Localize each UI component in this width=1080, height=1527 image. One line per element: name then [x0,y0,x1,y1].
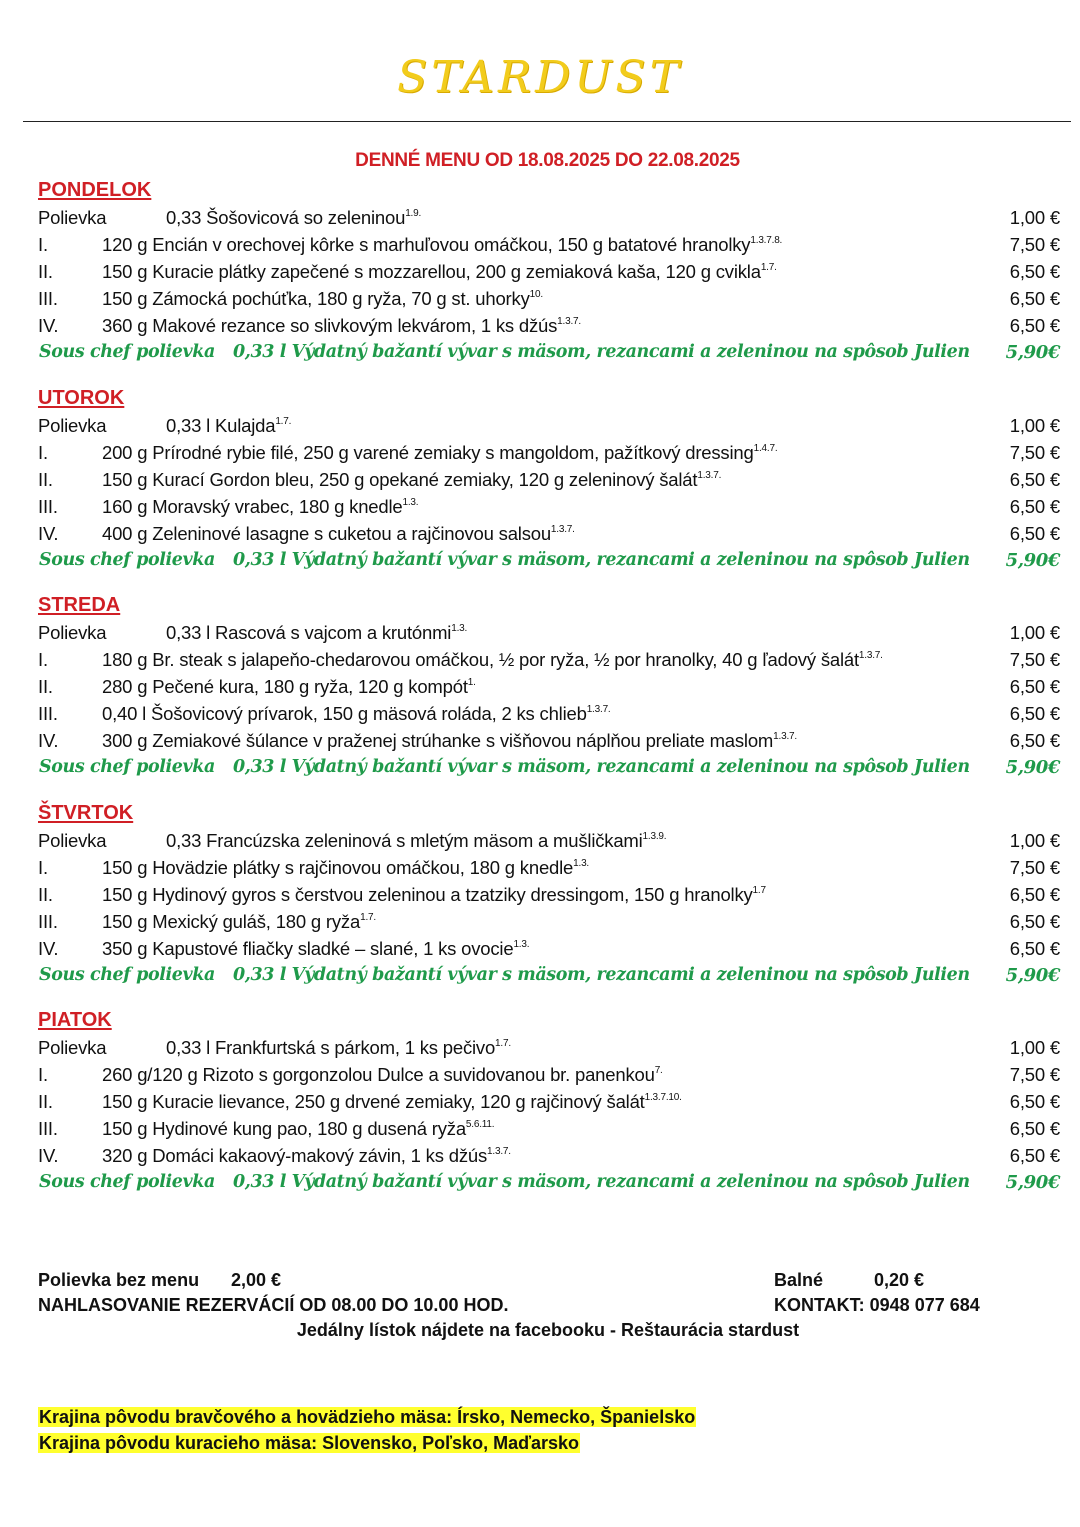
dish-text: 400 g Zeleninové lasagne s cuketou a rajčinovou salsou$^{1.3.7.}$ [102,522,575,544]
dish-text: 350 g Kapustové fliačky sladké – slané, 1 ks ovocie$^{1.3.}$ [102,937,530,959]
allergens: 5.6.11. [465,1119,495,1130]
chef-soup-price: 5,90€ [1005,549,1060,571]
chef-soup-label: Sous chef polievka [39,342,215,362]
soup-price: 1,00 € [1009,414,1060,436]
allergens: 1.3.7.8. [750,235,783,246]
dish-row [38,285,1060,312]
allergens: 1.3.9. [642,830,667,842]
day-name: ŠTVRTOK [38,801,134,824]
soup-label: Polievka [38,207,107,228]
allergens: 1.3.7.10. [644,1092,682,1103]
dish-price: 6,50 € [1009,468,1060,490]
dish-text: 120 g Encián v orechovej kôrke s marhuľovou omáčkou, 150 g batatové hranolky$^{1.3.7.8.}$ [102,234,783,255]
packaging-price: 0,20 € [874,1270,925,1290]
meat-origin [38,1404,696,1456]
allergens: 1.7. [495,1038,511,1049]
dish-row [38,1061,1060,1088]
dish-number: III. [38,495,58,517]
soup-price: 1,00 € [1009,829,1060,851]
dish-price: 6,50 € [1009,703,1060,724]
dish-text: 150 g Hovädzie plátky s rajčinovou omáčkou, 180 g knedle$^{1.3.}$ [102,856,590,878]
dish-price: 6,50 € [1009,730,1060,751]
soup-row [38,827,1060,854]
chef-soup-label: Sous chef polievka [39,757,215,777]
chef-soup-row [38,547,1060,574]
dish-price: 7,50 € [1009,441,1060,463]
origin-chicken: Krajina pôvodu kuracieho mäsa: Slovensko, Poľsko, Maďarsko [39,1433,580,1453]
dish-number: I. [38,856,48,878]
chef-soup-text: 0,33 l Výdatný bažantí vývar s mäsom, rezancami a zeleninou na spôsob Julien [233,342,970,362]
origin-pork-beef: Krajina pôvodu bravčového a hovädzieho mäsa: Írsko, Nemecko, Španielsko [39,1407,696,1427]
dish-text: 360 g Makové rezance so slivkovým lekvárom, 1 ks džús$^{1.3.7.}$ [102,315,581,336]
soup-label: Polievka [38,622,107,643]
dish-number: IV. [38,1145,59,1166]
dish-number: IV. [38,315,59,336]
soup-price: 1,00 € [1009,622,1060,643]
dish-row [38,439,1060,466]
dish-number: IV. [38,522,59,544]
footer [38,1268,1038,1343]
dish-row [38,727,1060,754]
soup-row [38,1034,1060,1061]
dish-row [38,1088,1060,1115]
allergens: 1.3. [573,857,590,869]
chef-soup-price: 5,90€ [1005,964,1060,986]
dish-price: 6,50 € [1009,1145,1060,1166]
soup-row [38,412,1060,439]
dish-number: II. [38,468,53,490]
dish-row [38,646,1060,673]
dish-text: 0,40 l Šošovicový prívarok, 150 g mäsová roláda, 2 ks chlieb$^{1.3.7.}$ [102,703,611,724]
dish-row [38,520,1060,547]
dish-row [38,466,1060,493]
soup-text: 0,33 l Rascová s vajcom a krutónmi$^{1.3.}$ [166,622,468,643]
dish-text: 150 g Hydinové kung pao, 180 g dusená ryža$^{5.6.11.}$ [102,1118,495,1139]
dish-price: 6,50 € [1009,495,1060,517]
allergens: 1.7 [752,884,766,896]
soup-price: 1,00 € [1009,207,1060,228]
dish-number: II. [38,1091,53,1112]
chef-soup-label: Sous chef polievka [39,964,215,985]
allergens: 1.3.7. [858,650,883,661]
dish-number: II. [38,883,53,905]
soup-only-price: 2,00 € [231,1270,282,1290]
dish-text: 150 g Kuracie plátky zapečené s mozzarellou, 200 g zemiaková kaša, 120 g cvikla$^{1.7.}$ [102,261,777,282]
dish-text: 160 g Moravský vrabec, 180 g knedle$^{1.3.}$ [102,495,419,517]
dish-text: 200 g Prírodné rybie filé, 250 g varené zemiaky s mangoldom, pažítkový dressing$^{1.4.7.}$ [102,441,778,463]
dish-number: II. [38,261,53,282]
dish-text: 150 g Kuracie lievance, 250 g drvené zemiaky, 120 g rajčinový šalát$^{1.3.7.10.}$ [102,1091,682,1112]
dish-text: 150 g Hydinový gyros s čerstvou zeleninou a tzatziky dressingom, 150 g hranolky$^{1.7}$ [102,883,766,905]
dish-text: 180 g Br. steak s jalapeňo-chedarovou omáčkou, ½ por ryža, ½ por hranolky, 40 g ľadový šalát$^{1.3.7.}$ [102,649,883,670]
dish-number: III. [38,1118,58,1139]
dish-row [38,854,1060,881]
dish-price: 6,50 € [1009,261,1060,282]
soup-label: Polievka [38,414,107,436]
dish-price: 6,50 € [1009,1118,1060,1139]
contact-phone: KONTAKT: 0948 077 684 [774,1295,980,1315]
chef-soup-row [38,754,1060,781]
day-section [38,1006,1060,1214]
chef-soup-row [38,1169,1060,1196]
dish-number: IV. [38,730,59,751]
day-name: UTOROK [38,386,125,409]
soup-text: 0,33 l Kulajda$^{1.7.}$ [166,414,292,436]
allergens: 1.7. [760,262,777,273]
allergens: 1.7. [275,415,292,427]
dish-number: III. [38,703,58,724]
facebook-note: Jedálny lístok nájdete na facebooku - Reštaurácia stardust [296,1320,800,1340]
chef-soup-price: 5,90€ [1005,757,1060,778]
allergens: 10. [529,289,543,300]
dish-number: II. [38,676,53,697]
soup-label: Polievka [38,1037,107,1058]
dish-price: 6,50 € [1009,1091,1060,1112]
day-name: PIATOK [38,1009,112,1031]
chef-soup-price: 5,90€ [1005,1172,1060,1193]
dish-text: 320 g Domáci kakaový-makový závin, 1 ks džús$^{1.3.7.}$ [102,1145,511,1166]
dish-row [38,881,1060,908]
allergens: 7. [654,1065,663,1076]
chef-soup-text: 0,33 l Výdatný bažantí vývar s mäsom, rezancami a zeleninou na spôsob Julien [233,757,970,777]
dish-price: 7,50 € [1009,856,1060,878]
dish-number: I. [38,1064,48,1085]
dish-price: 7,50 € [1009,1064,1060,1085]
dish-row [38,673,1060,700]
soup-row [38,619,1060,646]
allergens: 1.3.7. [550,523,575,535]
allergens: 1.3. [513,938,530,950]
dish-text: 260 g/120 g Rizoto s gorgonzolou Dulce a suvidovanou br. panenkou$^{7.}$ [102,1064,663,1085]
packaging-label: Balné [774,1270,824,1290]
chef-soup-row [38,339,1060,366]
allergens: 1.3.7. [773,731,797,742]
soup-text: 0,33 l Frankfurtská s párkom, 1 ks pečivo$^{1.7.}$ [166,1037,511,1058]
header-divider [23,121,1071,122]
dish-number: III. [38,288,58,309]
dish-row [38,935,1060,962]
dish-row [38,258,1060,285]
dish-price: 6,50 € [1009,937,1060,959]
day-section [38,799,1060,1007]
dish-price: 6,50 € [1009,883,1060,905]
dish-text: 150 g Mexický guláš, 180 g ryža$^{1.7.}$ [102,910,376,932]
dish-row [38,700,1060,727]
menu-title: DENNÉ MENU OD 18.08.2025 DO 22.08.2025 [355,150,740,171]
day-section [38,176,1060,384]
soup-label: Polievka [38,829,107,851]
dish-price: 6,50 € [1009,676,1060,697]
dish-row [38,493,1060,520]
stardust-logo: STARDUST [397,52,683,103]
soup-row [38,204,1060,231]
dish-price: 6,50 € [1009,910,1060,932]
chef-soup-label: Sous chef polievka [39,549,215,570]
dish-row [38,908,1060,935]
dish-row [38,1142,1060,1169]
dish-row [38,231,1060,258]
allergens: 1.3.7. [586,704,611,715]
day-section [38,384,1060,592]
soup-text: 0,33 Francúzska zeleninová s mletým mäsom a mušličkami$^{1.3.9.}$ [166,829,667,851]
chef-soup-price: 5,90€ [1005,342,1060,363]
dish-text: 150 g Kurací Gordon bleu, 250 g opekané zemiaky, 120 g zeleninový šalát$^{1.3.7.}$ [102,468,722,490]
dish-price: 7,50 € [1009,649,1060,670]
dish-price: 6,50 € [1009,288,1060,309]
allergens: 1.4.7. [753,442,778,454]
day-name: STREDA [38,594,121,616]
dish-text: 280 g Pečené kura, 180 g ryža, 120 g kompót$^{1.}$ [102,676,476,697]
day-name: PONDELOK [38,179,152,201]
allergens: 1.3. [402,496,419,508]
dish-number: I. [38,234,48,255]
menu-days [38,176,1060,1214]
dish-number: III. [38,910,58,932]
soup-text: 0,33 Šošovicová so zeleninou$^{1.9.}$ [166,207,422,228]
allergens: 1.9. [405,208,422,219]
reservation-hours: NAHLASOVANIE REZERVÁCIÍ OD 08.00 DO 10.00 HOD. [38,1295,509,1315]
dish-price: 6,50 € [1009,315,1060,336]
allergens: 1.3.7. [487,1146,511,1157]
allergens: 1. [467,677,476,688]
allergens: 1.3. [451,623,468,634]
dish-number: I. [38,441,48,463]
allergens: 1.3.7. [557,316,581,327]
soup-only-label: Polievka bez menu [38,1270,200,1290]
dish-row [38,1115,1060,1142]
chef-soup-text: 0,33 l Výdatný bažantí vývar s mäsom, rezancami a zeleninou na spôsob Julien [233,1172,970,1192]
dish-row [38,312,1060,339]
chef-soup-text: 0,33 l Výdatný bažantí vývar s mäsom, rezancami a zeleninou na spôsob Julien [233,964,970,985]
allergens: 1.3.7. [697,469,722,481]
dish-text: 300 g Zemiakové šúlance v praženej strúhanke s višňovou náplňou preliate maslom$^{1.3.7.}$ [102,730,797,751]
chef-soup-text: 0,33 l Výdatný bažantí vývar s mäsom, rezancami a zeleninou na spôsob Julien [233,549,970,570]
dish-text: 150 g Zámocká pochúťka, 180 g ryža, 70 g st. uhorky$^{10.}$ [102,288,543,309]
soup-price: 1,00 € [1009,1037,1060,1058]
allergens: 1.7. [360,911,376,923]
chef-soup-row [38,962,1060,989]
dish-number: IV. [38,937,59,959]
day-section [38,591,1060,799]
dish-number: I. [38,649,48,670]
dish-price: 7,50 € [1009,234,1060,255]
chef-soup-label: Sous chef polievka [39,1172,215,1192]
dish-price: 6,50 € [1009,522,1060,544]
